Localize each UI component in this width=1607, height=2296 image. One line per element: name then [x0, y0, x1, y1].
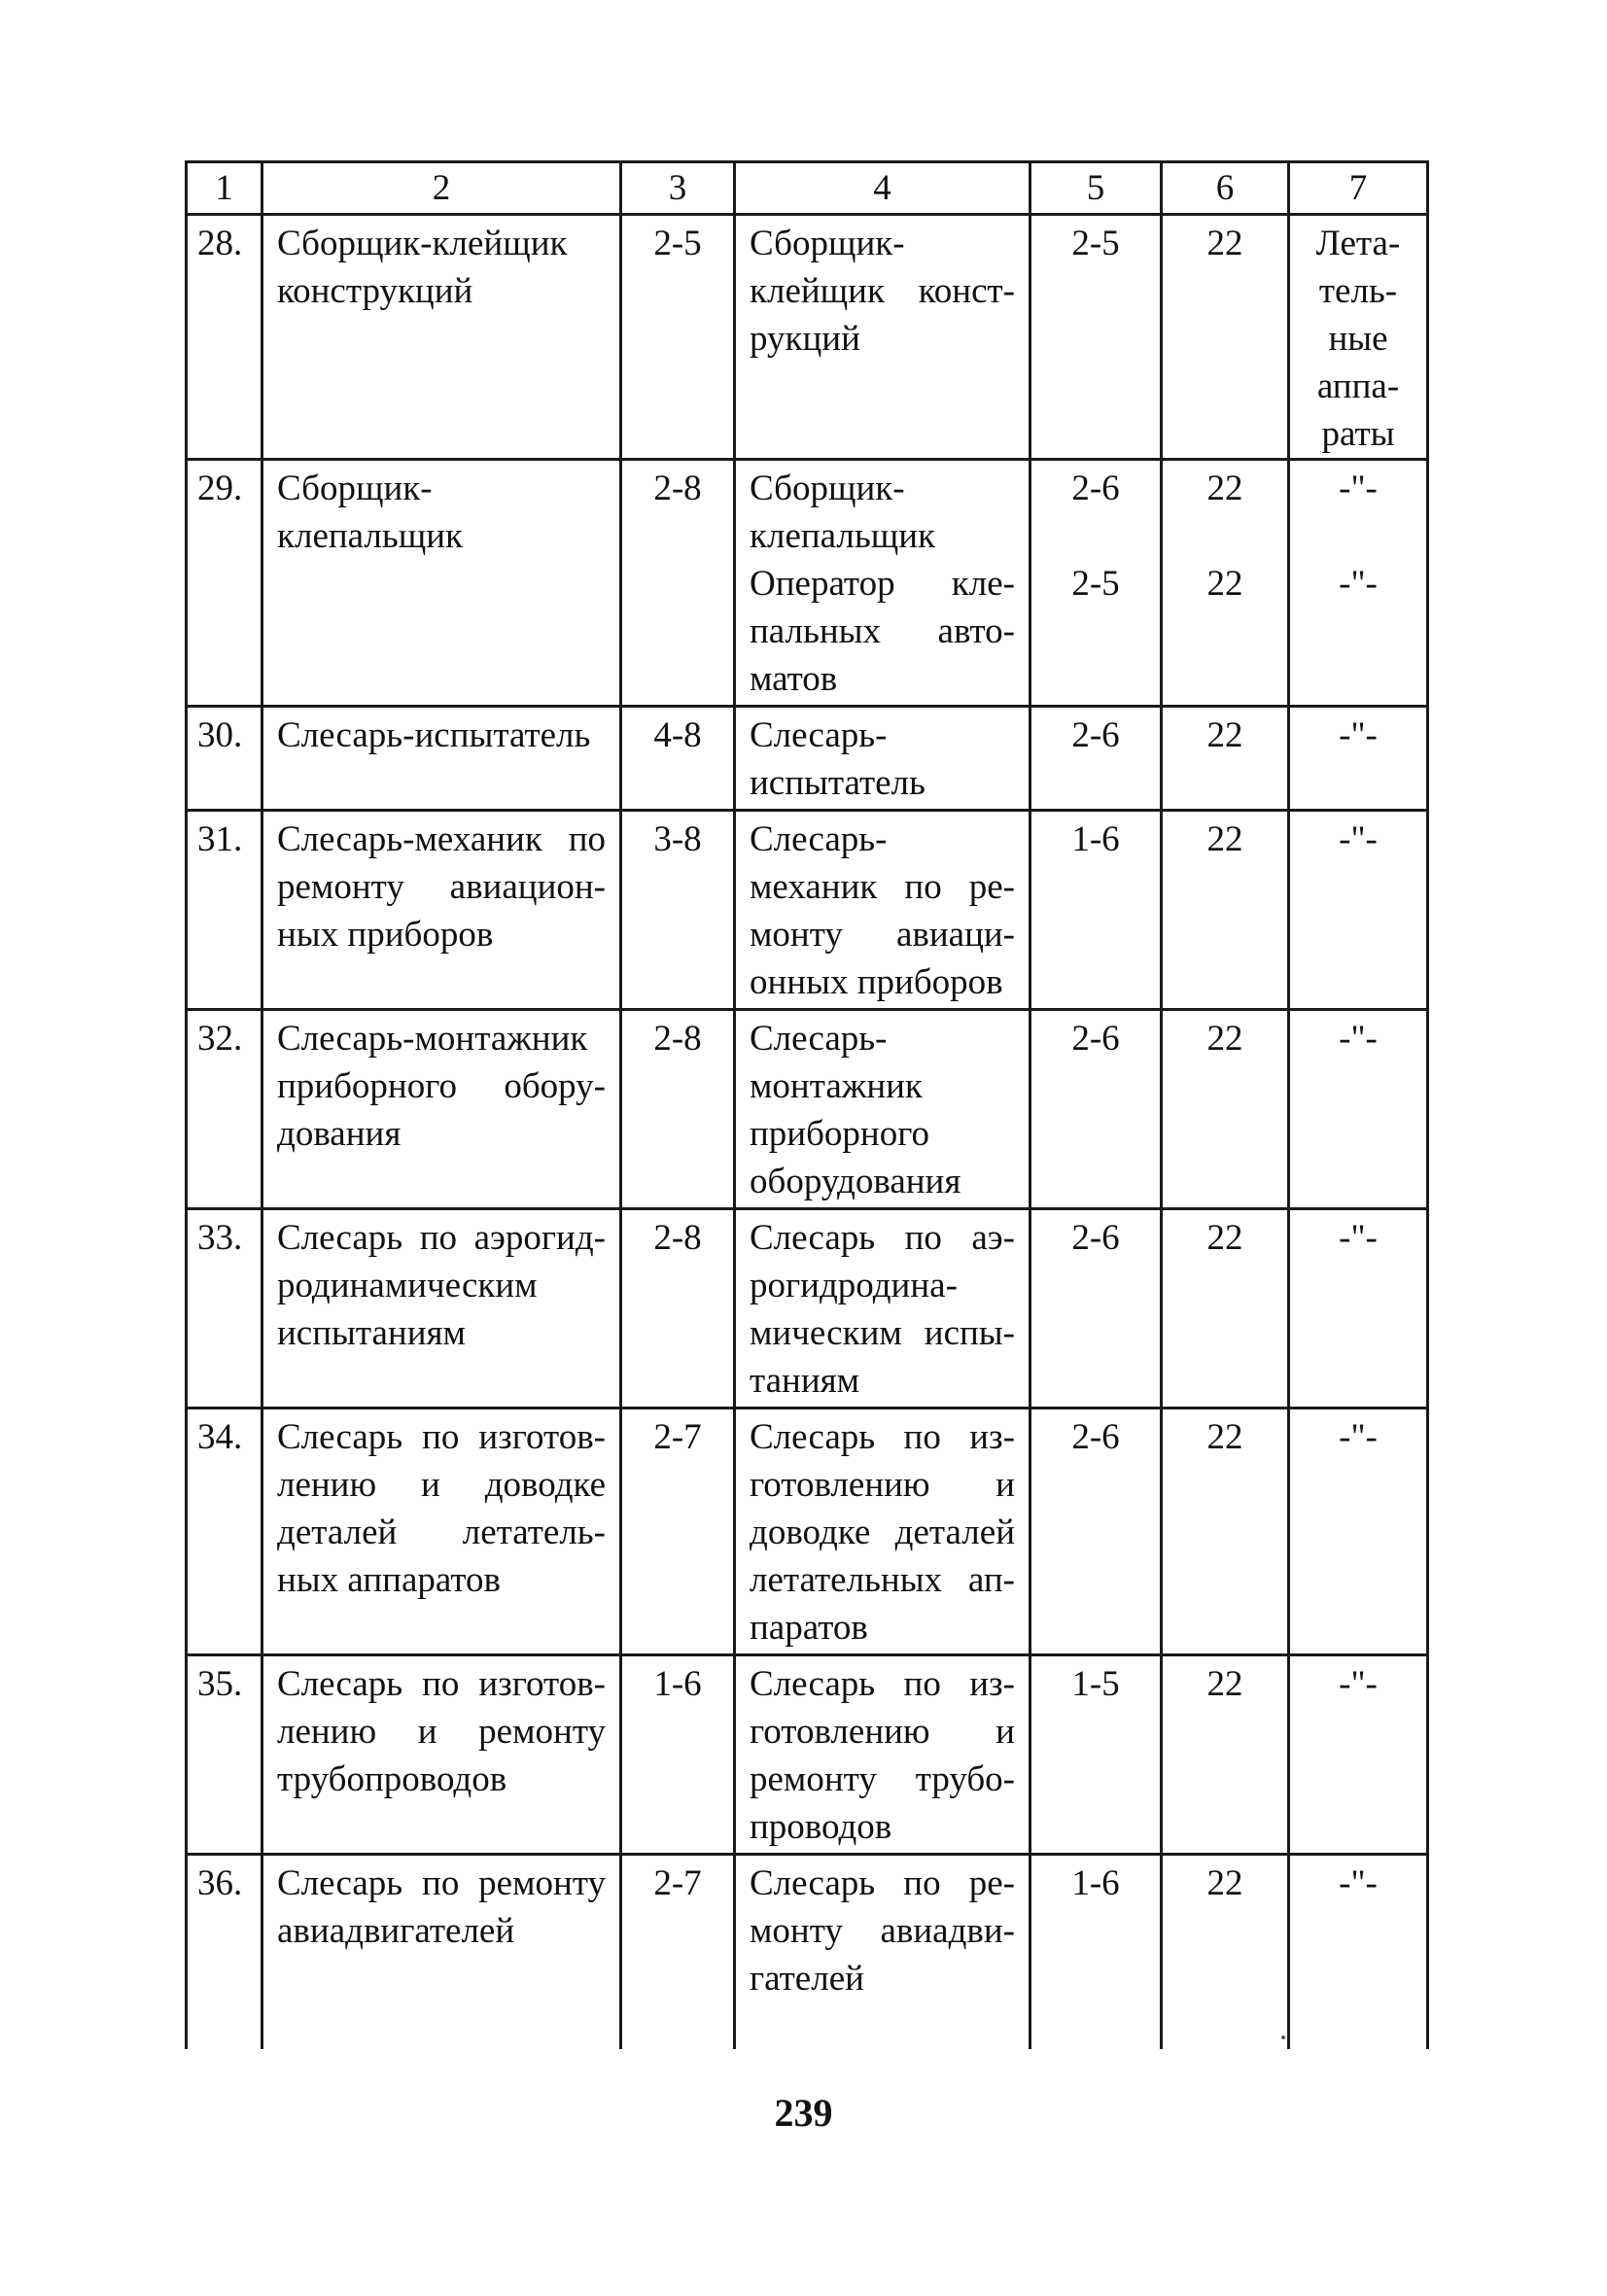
profession-name-line: Слесарь по ремонту [277, 1863, 606, 1903]
grade-range-text: 2-7 [653, 1863, 702, 1903]
grade-range-text: 1-6 [653, 1664, 702, 1704]
profession-name [262, 1409, 621, 1655]
column-7-value-line: -"- [1339, 1218, 1378, 1258]
related-profession-line: Слесарь- [750, 715, 888, 755]
page-number: 239 [774, 2091, 833, 2135]
related-grade-range [1031, 1209, 1162, 1409]
column-7-value-line: -"- [1339, 1019, 1378, 1059]
profession-name [262, 707, 621, 811]
related-profession-line: рукций [750, 319, 860, 359]
grade-range [621, 460, 735, 707]
related-profession-line: проводов [750, 1807, 892, 1847]
column-7-value [1289, 215, 1428, 460]
related-profession-line: готовлению и [750, 1712, 1015, 1752]
column-6-value-line: 22 [1206, 819, 1243, 859]
row-number [187, 460, 262, 707]
related-profession [735, 811, 1031, 1010]
row-number [187, 1010, 262, 1209]
related-grade-range-line: 2-6 [1071, 469, 1120, 508]
table-row [187, 215, 1428, 460]
column-6-value-line: 22 [1206, 564, 1243, 604]
related-profession-line: Слесарь по аэ- [750, 1218, 1015, 1258]
column-7-value-line: -"- [1339, 1664, 1378, 1704]
grade-range-text: 4-8 [653, 715, 702, 755]
grade-range [621, 707, 735, 811]
row-number [187, 811, 262, 1010]
row-number-text: 29. [197, 469, 243, 508]
blank-line [1294, 512, 1422, 560]
grade-range [621, 811, 735, 1010]
profession-name-line: деталей летатель- [277, 1513, 606, 1552]
profession-name [262, 460, 621, 707]
table-row [187, 1409, 1428, 1655]
column-7-value [1289, 811, 1428, 1010]
column-7-value-line: тель- [1318, 271, 1398, 311]
related-grade-range [1031, 1409, 1162, 1655]
row-number-text: 33. [197, 1218, 243, 1258]
profession-name [262, 811, 621, 1010]
grade-range-text: 2-7 [653, 1417, 702, 1457]
profession-name [262, 1655, 621, 1855]
profession-name-line: лению и ремонту [277, 1712, 606, 1752]
header-cell-7: 7 [1289, 162, 1428, 215]
column-7-value [1289, 1409, 1428, 1655]
profession-name [262, 1209, 621, 1409]
grade-range [621, 1655, 735, 1855]
column-6-value [1162, 1010, 1289, 1209]
related-profession-line: мическим испы- [750, 1313, 1015, 1353]
related-profession-line: приборного [750, 1114, 929, 1154]
profession-name-line: Слесарь-монтажник [277, 1019, 588, 1059]
column-7-value-line: Лета- [1315, 224, 1401, 263]
related-profession [735, 707, 1031, 811]
related-grade-range-line: 2-6 [1071, 1417, 1120, 1457]
related-profession [735, 1209, 1031, 1409]
column-6-value-line: 22 [1206, 715, 1243, 755]
profession-name-line: ремонту авиацион- [277, 867, 606, 907]
related-profession-line: матов [750, 659, 838, 699]
table-row [187, 811, 1428, 1010]
column-6-value-line: 22 [1206, 1417, 1243, 1457]
related-profession-line: монту авиаци- [750, 915, 1015, 955]
related-profession [735, 1409, 1031, 1655]
column-7-value-line: аппа- [1316, 366, 1400, 406]
profession-name-line: ных аппаратов [277, 1560, 501, 1600]
related-profession-line: онных приборов [750, 962, 1003, 1002]
related-grade-range-line: 2-6 [1071, 1019, 1120, 1059]
grade-range [621, 1409, 735, 1655]
profession-name-line: Сборщик- [277, 469, 433, 508]
profession-name-line: трубопроводов [277, 1759, 507, 1799]
column-7-value-line: -"- [1339, 564, 1378, 604]
profession-name [262, 215, 621, 460]
column-6-value-line: 22 [1206, 1019, 1243, 1059]
header-cell-3: 3 [621, 162, 735, 215]
scan-speck [1281, 2035, 1285, 2039]
column-6-value-line: 22 [1206, 224, 1243, 263]
row-number-text: 32. [197, 1019, 243, 1059]
related-profession [735, 215, 1031, 460]
column-7-value-line: ные [1328, 319, 1388, 359]
header-cell-2: 2 [262, 162, 621, 215]
related-profession-line: гателей [750, 1959, 864, 1999]
related-profession-line: испытатель [750, 763, 926, 803]
grade-range [621, 1855, 735, 2049]
profession-name-line: клепальщик [277, 516, 464, 556]
table-row [187, 1655, 1428, 1855]
related-profession-line: Слесарь по из- [750, 1664, 1015, 1704]
grade-range [621, 1209, 735, 1409]
header-cell-1: 1 [187, 162, 262, 215]
profession-name-line: Слесарь по изготов- [277, 1664, 606, 1704]
column-7-value-line: раты [1321, 414, 1395, 454]
column-7-value-line: -"- [1339, 1417, 1378, 1457]
related-grade-range [1031, 215, 1162, 460]
related-profession-line: паратов [750, 1608, 868, 1648]
blank-line [1035, 512, 1156, 560]
grade-range-text: 2-8 [653, 469, 702, 508]
profession-name-line: Слесарь по аэрогид- [277, 1218, 606, 1258]
related-profession-line: пальных авто- [750, 611, 1015, 651]
profession-name-line: авиадвигателей [277, 1911, 515, 1951]
table-row [187, 707, 1428, 811]
column-7-value [1289, 1010, 1428, 1209]
column-6-value-line: 22 [1206, 1218, 1243, 1258]
profession-name-line: испытаниям [277, 1313, 466, 1353]
table-row [187, 1855, 1428, 2049]
related-grade-range-line: 2-5 [1071, 564, 1120, 604]
profession-name-line: приборного обору- [277, 1066, 606, 1106]
table-header-row [187, 162, 1428, 215]
column-6-value-line: 22 [1206, 469, 1243, 508]
profession-name-line: Сборщик-клейщик [277, 224, 568, 263]
column-6-value-line: 22 [1206, 1863, 1243, 1903]
related-profession-line: оборудования [750, 1162, 961, 1201]
column-7-value-line: -"- [1339, 819, 1378, 859]
related-profession-line: Сборщик- [750, 469, 905, 508]
header-cell-4: 4 [735, 162, 1031, 215]
column-6-value [1162, 811, 1289, 1010]
table-row [187, 1209, 1428, 1409]
grade-range-text: 2-5 [653, 224, 702, 263]
related-profession-line: доводке деталей [750, 1513, 1015, 1552]
column-7-value-line: -"- [1339, 1863, 1378, 1903]
column-7-value-line: -"- [1339, 715, 1378, 755]
related-grade-range [1031, 1655, 1162, 1855]
header-cell-6: 6 [1162, 162, 1289, 215]
row-number-text: 34. [197, 1417, 243, 1457]
profession-name [262, 1010, 621, 1209]
grade-range-text: 2-8 [653, 1218, 702, 1258]
related-grade-range-line: 1-5 [1071, 1664, 1120, 1704]
related-profession-line: Слесарь- [750, 1019, 888, 1059]
profession-name-line: лению и доводке [277, 1465, 606, 1505]
related-profession-line: таниям [750, 1361, 860, 1401]
related-grade-range-line: 2-6 [1071, 1218, 1120, 1258]
table-row [187, 460, 1428, 707]
related-profession-line: ремонту трубо- [750, 1759, 1015, 1799]
row-number [187, 1655, 262, 1855]
profession-name-line: Слесарь по изготов- [277, 1417, 606, 1457]
related-profession-line: монтажник [750, 1066, 923, 1106]
row-number-text: 28. [197, 224, 243, 263]
related-grade-range-line: 2-6 [1071, 715, 1120, 755]
related-profession-line: Слесарь- [750, 819, 888, 859]
grade-range [621, 215, 735, 460]
related-profession-line: готовлению и [750, 1465, 1015, 1505]
row-number [187, 1855, 262, 2049]
column-6-value [1162, 1855, 1289, 2049]
row-number [187, 1209, 262, 1409]
related-profession-line: рогидродина- [750, 1266, 958, 1305]
column-7-value-line: -"- [1339, 469, 1378, 508]
column-7-value [1289, 707, 1428, 811]
row-number-text: 35. [197, 1664, 243, 1704]
related-grade-range-line: 1-6 [1071, 1863, 1120, 1903]
profession-name-line: ных приборов [277, 915, 494, 955]
profession-name-line: Слесарь-испытатель [277, 715, 591, 755]
column-7-value [1289, 460, 1428, 707]
header-cell-5: 5 [1031, 162, 1162, 215]
related-profession-line: механик по ре- [750, 867, 1015, 907]
profession-name-line: конструкций [277, 271, 473, 311]
professions-table [185, 160, 1429, 2049]
column-6-value [1162, 215, 1289, 460]
column-6-value-line: 22 [1206, 1664, 1243, 1704]
related-grade-range [1031, 811, 1162, 1010]
row-number-text: 31. [197, 819, 243, 859]
related-profession-line: клейщик конст- [750, 271, 1015, 311]
table-row [187, 1010, 1428, 1209]
column-6-value [1162, 460, 1289, 707]
row-number-text: 36. [197, 1863, 243, 1903]
profession-name-line: Слесарь-механик по [277, 819, 606, 859]
column-6-value [1162, 1209, 1289, 1409]
profession-name [262, 1855, 621, 2049]
related-profession-line: монту авиадви- [750, 1911, 1015, 1951]
related-profession [735, 1855, 1031, 2049]
row-number [187, 1409, 262, 1655]
related-grade-range-line: 2-5 [1071, 224, 1120, 263]
related-profession [735, 1655, 1031, 1855]
row-number-text: 30. [197, 715, 243, 755]
row-number [187, 215, 262, 460]
related-profession-line: Сборщик- [750, 224, 905, 263]
related-profession [735, 460, 1031, 707]
column-7-value [1289, 1855, 1428, 2049]
blank-line [1167, 512, 1283, 560]
column-7-value [1289, 1209, 1428, 1409]
related-profession-line: Слесарь по ре- [750, 1863, 1015, 1903]
grade-range-text: 2-8 [653, 1019, 702, 1059]
column-6-value [1162, 1409, 1289, 1655]
row-number [187, 707, 262, 811]
related-profession-line: Оператор кле- [750, 564, 1015, 604]
column-7-value [1289, 1655, 1428, 1855]
related-profession-line: клепальщик [750, 516, 936, 556]
grade-range [621, 1010, 735, 1209]
related-grade-range [1031, 1010, 1162, 1209]
related-grade-range [1031, 707, 1162, 811]
related-grade-range [1031, 460, 1162, 707]
related-profession [735, 1010, 1031, 1209]
related-profession-line: Слесарь по из- [750, 1417, 1015, 1457]
column-6-value [1162, 707, 1289, 811]
profession-name-line: дования [277, 1114, 402, 1154]
profession-name-line: родинамическим [277, 1266, 538, 1305]
grade-range-text: 3-8 [653, 819, 702, 859]
related-grade-range-line: 1-6 [1071, 819, 1120, 859]
column-6-value [1162, 1655, 1289, 1855]
related-grade-range [1031, 1855, 1162, 2049]
related-profession-line: летательных ап- [750, 1560, 1015, 1600]
